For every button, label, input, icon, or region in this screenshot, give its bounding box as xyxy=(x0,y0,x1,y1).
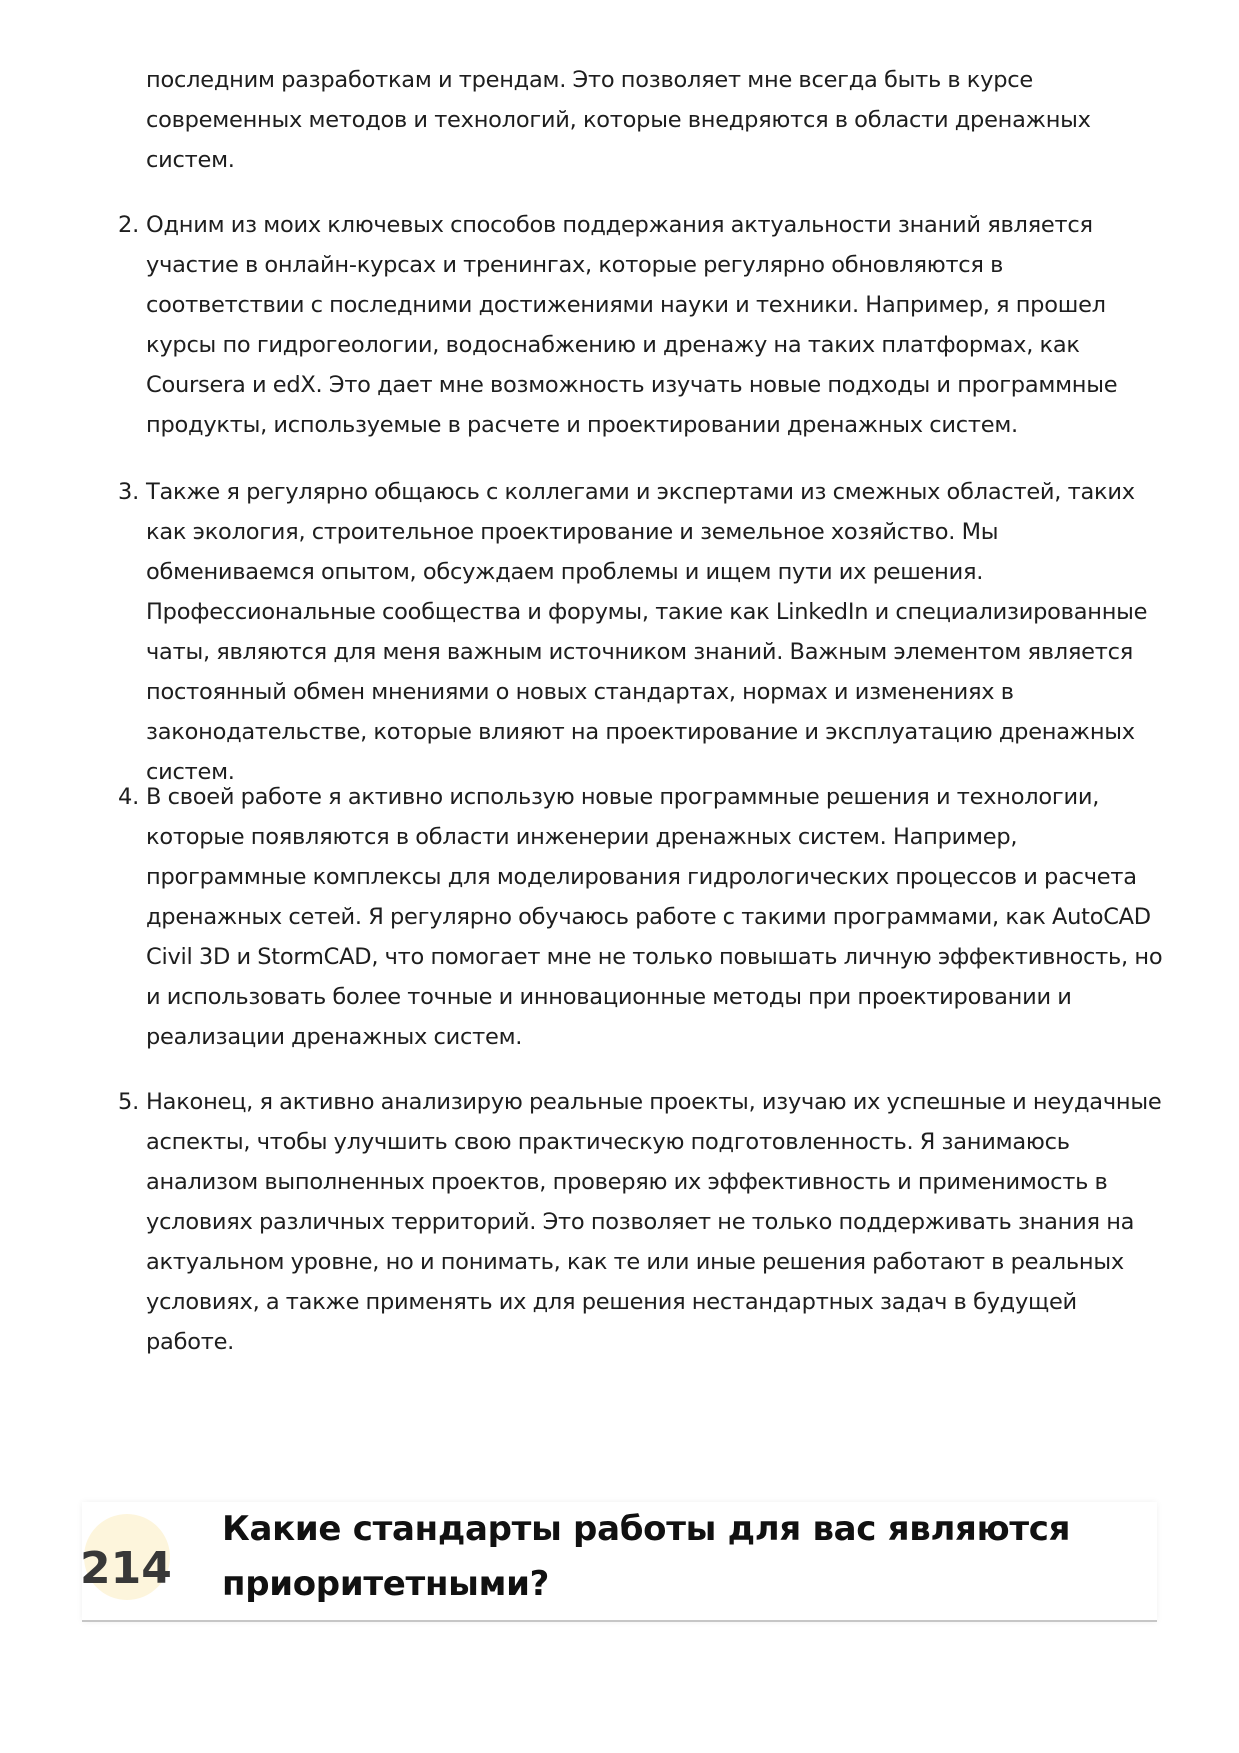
paragraph-text: последним разработкам и трендам. Это позволяет мне всегда быть в курсе современных методов и технологий, которые внедряются в области дренажных систем. xyxy=(146,67,1091,173)
list-item-text: Также я регулярно общаюсь с коллегами и экспертами из смежных областей, таких как экология, строительное проектирование и земельное хозяйство. Мы обмениваемся опытом, обсуждаем проблемы и ищем пути их решения. Профессиональные сообщества и форумы, такие как LinkedIn и специализированные чаты, являются для меня важным источником знаний. Важным элементом является постоянный обмен мнениями о новых стандартах, нормах и изменениях в законодательстве, которые влияют на проектирование и эксплуатацию дренажных систем. xyxy=(146,479,1148,785)
question-title: Какие стандарты работы для вас являются приоритетными? xyxy=(222,1509,1071,1604)
list-item xyxy=(118,777,1166,1057)
list-item xyxy=(118,205,1166,445)
question-number: 214 xyxy=(80,1543,172,1594)
list-item xyxy=(118,1082,1166,1362)
question-header xyxy=(82,1502,1157,1622)
list-item xyxy=(118,472,1166,792)
list-item-text: В своей работе я активно использую новые программные решения и технологии, которые появляются в области инженерии дренажных систем. Например, программные комплексы для моделирования гидрологических процессов и расчета дренажных сетей. Я регулярно обучаюсь работе с такими программами, как AutoCAD Civil 3D и StormCAD, что помогает мне не только повышать личную эффективность, но и использовать более точные и инновационные методы при проектировании и реализации дренажных систем. xyxy=(146,784,1163,1050)
list-item-number: 4. xyxy=(118,784,139,810)
list-item-text: Одним из моих ключевых способов поддержания актуальности знаний является участие в онлайн-курсах и тренингах, которые регулярно обновляются в соответствии с последними достижениями науки и техники. Например, я прошел курсы по гидрогеологии, водоснабжению и дренажу на таких платформах, как Coursera и edX. Это дает мне возможность изучать новые подходы и программные продукты, используемые в расчете и проектировании дренажных систем. xyxy=(146,212,1118,438)
continuation-paragraph xyxy=(146,60,1166,180)
list-item-number: 2. xyxy=(118,212,139,238)
question-number-badge xyxy=(80,1514,172,1600)
list-item-number: 3. xyxy=(118,479,139,505)
list-item-number: 5. xyxy=(118,1089,139,1115)
list-item-text: Наконец, я активно анализирую реальные проекты, изучаю их успешные и неудачные аспекты, чтобы улучшить свою практическую подготовленность. Я занимаюсь анализом выполненных проектов, проверяю их эффективность и применимость в условиях различных территорий. Это позволяет не только поддерживать знания на актуальном уровне, но и понимать, как те или иные решения работают в реальных условиях, а также применять их для решения нестандартных задач в будущей работе. xyxy=(146,1089,1162,1355)
